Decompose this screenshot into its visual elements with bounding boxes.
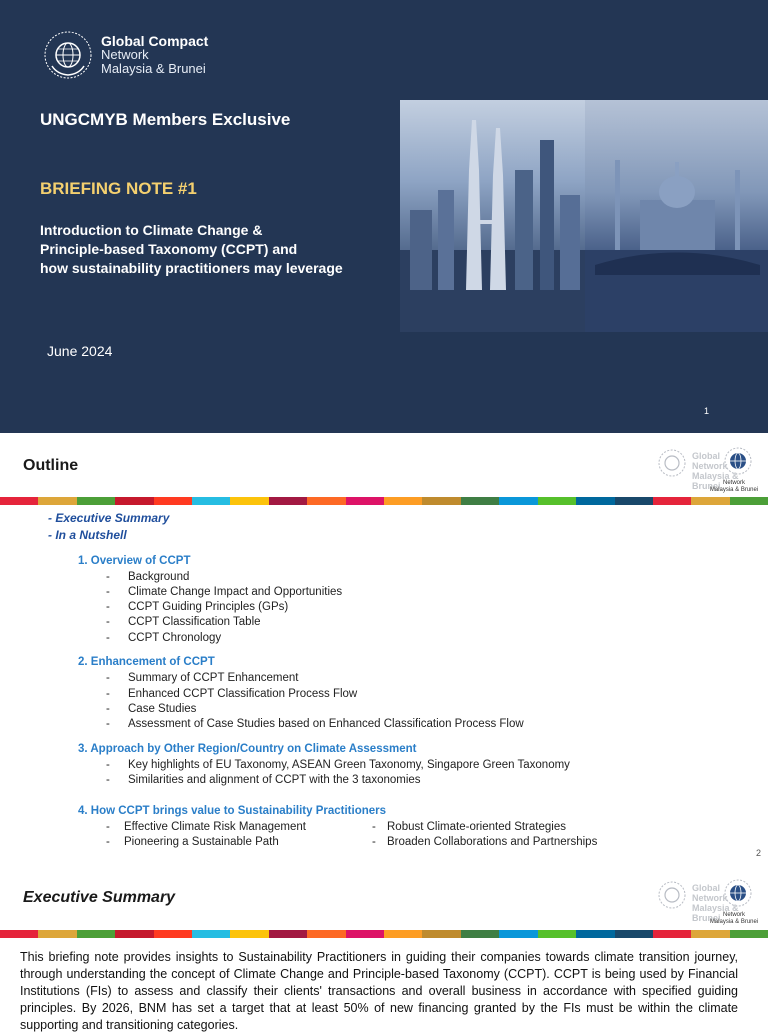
sdg-color-segment	[615, 497, 653, 505]
executive-summary-title: Executive Summary	[23, 889, 176, 906]
intro-line: Introduction to Climate Change &	[40, 222, 263, 238]
section-title: 3. Approach by Other Region/Country on Climate Assessment	[78, 743, 417, 755]
sdg-color-segment	[576, 930, 614, 938]
logo-line3: Malaysia & Brunei	[101, 61, 206, 76]
small-logo-sub1: Network	[722, 480, 745, 486]
sdg-color-segment	[307, 497, 345, 505]
sdg-color-segment	[538, 497, 576, 505]
small-logo-line3: Malaysia & Brunei	[692, 471, 739, 491]
sdg-color-segment	[691, 930, 729, 938]
executive-summary-paragraph: This briefing note provides insights to Sustainability Practitioners in guiding their companies towards climate transition journey, through understanding the concept of Climate Change and Principle-based Taxonomy (CCPT). CCPT is being used by Financial Institutions (FIs) to assess and classify their clients' transactions and overall business in accordance with specified guiding principles. By 2026, BNM has set a target that at least 50% of new financing granted by the FIs must be within the climate supporting and transitioning categories.	[20, 950, 738, 1032]
sdg-color-segment	[192, 930, 230, 938]
un-globe-icon	[43, 30, 93, 80]
sdg-color-segment	[653, 930, 691, 938]
outline-item: - Climate Change Impact and Opportunities	[106, 586, 343, 598]
sdg-color-segment	[115, 930, 153, 938]
outline-item-right: - Robust Climate-oriented Strategies	[372, 821, 566, 833]
small-global-compact-logo	[658, 877, 762, 937]
sdg-color-segment	[230, 497, 268, 505]
kuala-lumpur-skyline-photo	[400, 100, 585, 332]
sdg-color-segment	[461, 930, 499, 938]
outline-item: - Similarities and alignment of CCPT with the 3 taxonomies	[106, 774, 421, 786]
sdg-color-segment	[384, 497, 422, 505]
sdg-color-segment	[307, 930, 345, 938]
section-title: 2. Enhancement of CCPT	[78, 656, 215, 668]
outline-title: Outline	[23, 457, 79, 474]
brunei-mosque-photo	[585, 100, 768, 332]
small-logo-sub1: Network	[722, 912, 745, 918]
cover-slide	[0, 0, 768, 433]
outline-item: - CCPT Guiding Principles (GPs)	[106, 601, 289, 613]
sdg-color-segment	[538, 930, 576, 938]
sdg-color-segment	[422, 930, 460, 938]
small-logo-line2: Network	[692, 893, 728, 903]
sdg-color-bar	[0, 930, 768, 938]
sdg-color-segment	[269, 930, 307, 938]
sdg-color-segment	[0, 930, 38, 938]
sdg-color-segment	[230, 930, 268, 938]
global-compact-logo	[43, 30, 208, 80]
small-logo-line2: Network	[692, 461, 728, 471]
section-title: 4. How CCPT brings value to Sustainability Practitioners	[78, 805, 387, 817]
sdg-color-segment	[115, 497, 153, 505]
sdg-color-segment	[384, 930, 422, 938]
sdg-color-segment	[346, 930, 384, 938]
sdg-color-segment	[154, 497, 192, 505]
intro-line: how sustainability practitioners may leverage	[40, 260, 343, 276]
small-logo-line1: Global	[692, 883, 721, 893]
nutshell-link: - In a Nutshell	[48, 528, 127, 542]
sdg-color-segment	[691, 497, 729, 505]
sdg-color-segment	[422, 497, 460, 505]
outline-item: - Assessment of Case Studies based on Enhanced Classification Process Flow	[106, 718, 524, 730]
outline-item: - Summary of CCPT Enhancement	[106, 672, 299, 684]
sdg-color-segment	[461, 497, 499, 505]
section-title: 1. Overview of CCPT	[78, 555, 191, 567]
small-logo-sub2: Malaysia & Brunei	[709, 487, 759, 493]
sdg-color-segment	[192, 497, 230, 505]
small-global-compact-logo	[658, 445, 762, 505]
small-logo-line1: Global	[692, 451, 721, 461]
small-logo-line3: Malaysia & Brunei	[692, 903, 739, 923]
outline-item: - Key highlights of EU Taxonomy, ASEAN Green Taxonomy, Singapore Green Taxonomy	[106, 759, 570, 771]
outline-item: - Case Studies	[106, 703, 197, 715]
outline-item: - CCPT Classification Table	[106, 616, 261, 628]
sdg-color-segment	[499, 930, 537, 938]
outline-item: - CCPT Chronology	[106, 632, 222, 644]
small-logo-sub2: Malaysia & Brunei	[709, 919, 759, 925]
sdg-color-segment	[730, 497, 768, 505]
members-exclusive-heading: UNGCMYB Members Exclusive	[40, 110, 291, 129]
intro-line: Principle-based Taxonomy (CCPT) and	[40, 241, 298, 257]
publication-date: June 2024	[47, 343, 113, 359]
outline-item: - Background	[106, 571, 190, 583]
logo-line1: Global Compact	[101, 33, 209, 49]
logo-line2: Network	[101, 47, 149, 62]
sdg-color-segment	[77, 497, 115, 505]
outline-item: - Effective Climate Risk Management	[106, 821, 306, 833]
sdg-color-segment	[499, 497, 537, 505]
sdg-color-segment	[154, 930, 192, 938]
sdg-color-segment	[653, 497, 691, 505]
sdg-color-segment	[615, 930, 653, 938]
sdg-color-segment	[576, 497, 614, 505]
sdg-color-bar	[0, 497, 768, 505]
sdg-color-segment	[730, 930, 768, 938]
intro-title	[40, 221, 400, 278]
outline-item: - Pioneering a Sustainable Path	[106, 836, 279, 848]
outline-slide	[0, 433, 768, 863]
sdg-color-segment	[77, 930, 115, 938]
exec-summary-link: - Executive Summary	[48, 511, 170, 525]
sdg-color-segment	[269, 497, 307, 505]
page-number: 2	[756, 848, 762, 858]
sdg-color-segment	[346, 497, 384, 505]
page-number: 1	[704, 406, 710, 416]
executive-summary-slide	[0, 863, 768, 1032]
sdg-color-segment	[38, 497, 76, 505]
outline-item: - Enhanced CCPT Classification Process Flow	[106, 688, 358, 700]
sdg-color-segment	[0, 497, 38, 505]
briefing-note-title: BRIEFING NOTE #1	[40, 179, 197, 198]
sdg-color-segment	[38, 930, 76, 938]
outline-item-right: - Broaden Collaborations and Partnerships	[372, 836, 598, 848]
